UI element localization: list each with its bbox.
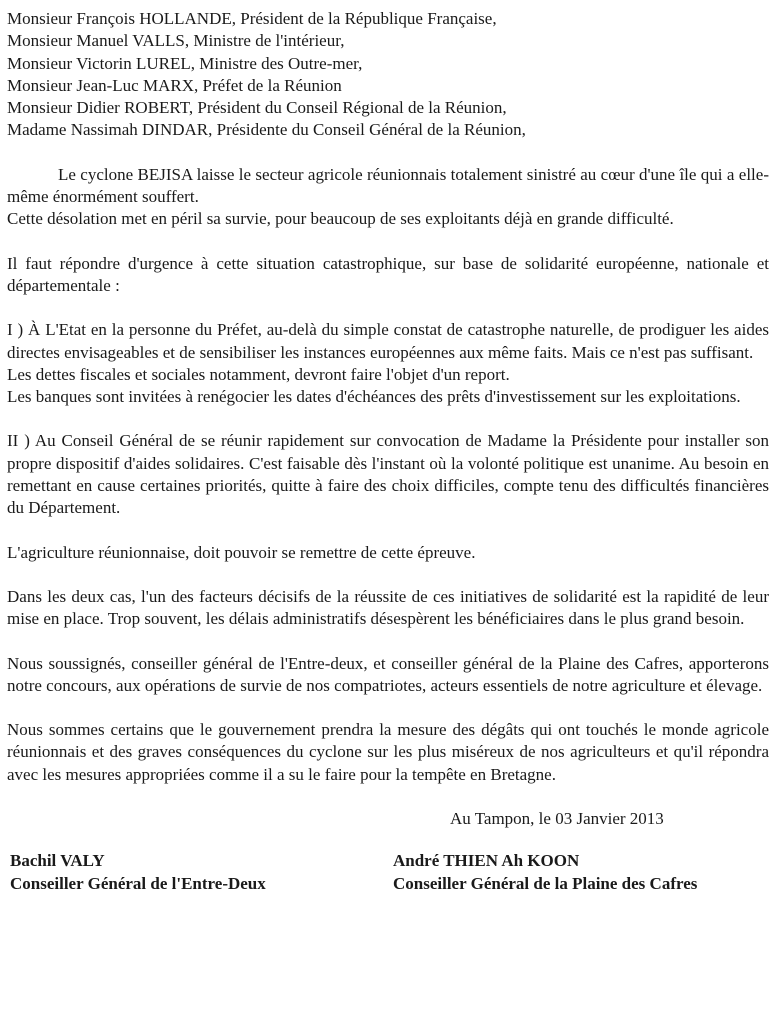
recipient-line: Monsieur Victorin LUREL, Ministre des Outre-mer,: [7, 53, 363, 73]
body-paragraph-rapidite: [7, 586, 769, 631]
recipient-line: Monsieur Jean-Luc MARX, Préfet de la Réunion: [7, 75, 342, 95]
dateline: Au Tampon, le 03 Janvier 2013: [450, 809, 664, 829]
paragraph-text: Les banques sont invitées à renégocier les dates d'échéances des prêts d'investissement sur les exploitations.: [7, 387, 741, 407]
signatory-title: Conseiller Général de l'Entre-Deux: [10, 873, 266, 893]
paragraph-text: Les dettes fiscales et sociales notamment, devront faire l'objet d'un report.: [7, 364, 510, 384]
signatory-title: Conseiller Général de la Plaine des Cafres: [393, 873, 698, 893]
body-paragraph-gouvernement: [7, 719, 769, 786]
recipient-list: [7, 8, 769, 142]
body-paragraph-point-2: [7, 430, 769, 519]
paragraph-text: Nous soussignés, conseiller général de l'Entre-deux, et conseiller général de la Plaine des Cafres, apporterons notre concours, aux opérations de survie de nos compatriotes, acteurs essentiels de notre agriculture et élevage.: [7, 653, 769, 695]
paragraph-text: Cette désolation met en péril sa survie, pour beaucoup de ses exploitants déjà en grande difficulté.: [7, 209, 674, 229]
body-paragraph-intro: [7, 164, 769, 231]
body-paragraph-soussignes: [7, 653, 769, 698]
signature-left: [7, 850, 393, 895]
signatory-name: Bachil VALY: [10, 851, 105, 871]
signatory-name: André THIEN Ah KOON: [393, 851, 580, 871]
recipient-line: Madame Nassimah DINDAR, Présidente du Conseil Général de la Réunion,: [7, 120, 526, 140]
body-paragraph-agriculture: [7, 542, 769, 564]
paragraph-text: Le cyclone BEJISA laisse le secteur agricole réunionnais totalement sinistré au cœur d'une île qui a elle-même énormément souffert.: [7, 164, 769, 207]
paragraph-text: Dans les deux cas, l'un des facteurs décisifs de la réussite de ces initiatives de solidarité est la rapidité de leur mise en place. Trop souvent, les délais administratifs désespèrent les bénéficiaires dans le plus grand besoin.: [7, 586, 769, 629]
paragraph-text: Il faut répondre d'urgence à cette situation catastrophique, sur base de solidarité européenne, nationale et départementale :: [7, 253, 769, 295]
body-paragraph-urgence: [7, 253, 769, 298]
paragraph-text: I ) À L'Etat en la personne du Préfet, au-delà du simple constat de catastrophe naturelle, de prodiguer les aides directes envisageables et de sensibiliser les instances européennes aux même faits. Mais ce n'est pas suffisant.: [7, 320, 769, 362]
paragraph-text: L'agriculture réunionnaise, doit pouvoir se remettre de cette épreuve.: [7, 542, 476, 562]
recipient-line: Monsieur Didier ROBERT, Président du Conseil Régional de la Réunion,: [7, 98, 507, 118]
paragraph-text: Nous sommes certains que le gouvernement prendra la mesure des dégâts qui ont touchés le monde agricole réunionnais et des graves conséquences du cyclone sur les plus miséreux de nos agriculteurs et qu'il répondra avec les mesures appropriées comme il a su le faire pour la tempête en Bretagne.: [7, 720, 769, 784]
recipient-line: Monsieur François HOLLANDE, Président de la République Française,: [7, 9, 497, 28]
paragraph-text: II ) Au Conseil Général de se réunir rapidement sur convocation de Madame la Présidente pour installer son propre dispositif d'aides solidaires. C'est faisable dès l'instant où la volonté politique est unanime. Au besoin en remettant en cause certaines priorités, quitte à faire des choix difficiles, compte tenu des difficultés financières du Département.: [7, 431, 769, 518]
signature-block: [7, 850, 769, 895]
signature-right: [393, 850, 697, 895]
body-paragraph-point-1: [7, 319, 769, 408]
recipient-line: Monsieur Manuel VALLS, Ministre de l'intérieur,: [7, 31, 345, 51]
